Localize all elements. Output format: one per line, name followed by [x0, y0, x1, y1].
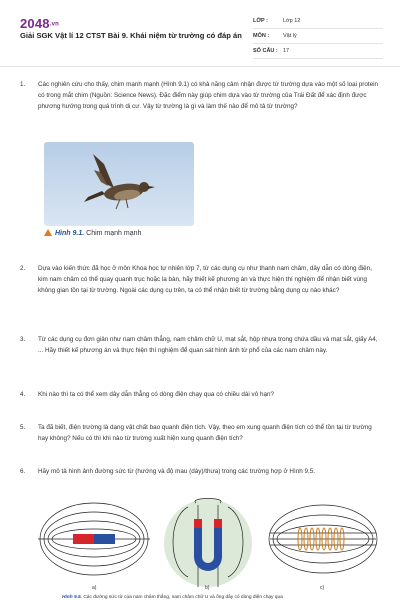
figure-magnetic-field-lines — [38, 497, 378, 600]
bird-photo — [44, 142, 194, 226]
question-text: Dựa vào kiến thức đã học ở môn Khoa học tự nhiên lớp 7, từ các dụng cụ như thanh nam châm, dây dẫn có dòng điện, kim nam châm có thể quay quanh trục hoặc la bàn, hãy thiết kế phương án và thực hiện thí nghiệm để nhận biết vùng không gian tồn tại từ trường. Ngoài các dụng cụ trên, ta có thể nhận biết từ trường bằng dụng cụ nào khác? — [38, 265, 372, 294]
divider — [253, 28, 383, 29]
u-magnet-pole — [214, 519, 222, 528]
u-magnet-pole — [194, 519, 202, 528]
document-title: Giải SGK Vật lí 12 CTST Bài 9. Khái niệm từ trường có đáp án — [20, 31, 242, 40]
question-text: Các nghiên cứu cho thấy, chim mạnh mạnh (Hình 9.1) có khả năng cảm nhận được từ trường dựa vào một số loại protein có trong mắt chim (Nguồn: Science News). Đặc điểm này giúp chim dựa vào từ trường của Trái Đất để xác định được phương hướng trong quá trình di cư. Vậy từ trường là gì và làm thế nào để mô tả từ trường? — [38, 81, 379, 110]
question-number: 1. — [20, 81, 26, 88]
divider — [253, 58, 383, 59]
figure-label: Hình 9.1. — [55, 230, 85, 237]
logo-brand: 2048 — [20, 16, 50, 31]
watermark-emblem — [164, 499, 252, 587]
site-logo[interactable] — [20, 16, 59, 31]
figure-caption — [44, 229, 141, 237]
question-item — [20, 335, 382, 357]
magnet-north — [73, 534, 94, 544]
meta-value: Lớp 12 — [283, 18, 301, 24]
figure-label: Hình 9.5. — [62, 595, 82, 600]
meta-value: 17 — [283, 48, 290, 54]
meta-row-count — [253, 45, 383, 59]
meta-row-subject — [253, 30, 383, 44]
question-number: 4. — [20, 391, 26, 398]
logo-suffix: .vn — [49, 21, 60, 28]
question-item — [20, 264, 382, 296]
question-item — [20, 390, 382, 401]
figure-caption — [62, 595, 283, 600]
figure-caption-text: Các đường sức từ của nam châm thẳng, nam châm chữ U và ống dây có dòng điện chạy qua — [83, 595, 283, 600]
meta-key: MÔN : — [253, 33, 270, 39]
question-item — [20, 467, 382, 478]
field-lines-illustration — [38, 497, 378, 595]
question-text: Từ các dụng cụ đơn giản như nam châm thẳng, nam châm chữ U, mạt sắt, hộp nhựa trong chứa dầu và mạt sắt, giấy A4, ... Hãy thiết kế phương án và thực hiện thí nghiệm để quan sát hình ảnh từ phổ của các nam châm này. — [38, 336, 378, 354]
question-item — [20, 80, 382, 112]
subfigure-label: c) — [320, 585, 325, 591]
subfigure-label: a) — [92, 585, 97, 591]
question-number: 6. — [20, 468, 26, 475]
question-number: 5. — [20, 424, 26, 431]
divider — [253, 43, 383, 44]
caption-marker-icon — [44, 229, 52, 236]
question-text: Khi nào thì ta có thể xem dây dẫn thẳng có dòng điện chạy qua có chiều dài vô hạn? — [38, 391, 274, 398]
question-item — [20, 423, 382, 445]
question-number: 3. — [20, 336, 26, 343]
meta-value: Vật lý — [283, 33, 297, 39]
question-number: 2. — [20, 265, 26, 272]
header — [0, 0, 400, 67]
meta-key: LỚP : — [253, 18, 268, 24]
meta-row-class — [253, 15, 383, 29]
subfigure-label: b) — [205, 585, 210, 591]
figure-caption-text: Chim mạnh mạnh — [86, 230, 142, 237]
bird-illustration — [44, 142, 194, 226]
meta-key: SỐ CÂU : — [253, 48, 278, 54]
question-text: Ta đã biết, điện trường là dạng vật chất bao quanh điện tích. Vậy, theo em xung quanh điện tích có thể tồn tại từ trường hay không? Nếu có thì khi nào từ trường xuất hiện xung quanh điện tích? — [38, 424, 372, 442]
figure-bird — [44, 142, 194, 245]
magnet-south — [94, 534, 115, 544]
question-text: Hãy mô tả hình ảnh đường sức từ (hướng và độ mau (dày)/thưa) trong các trường hợp ở Hình 9.5. — [38, 468, 315, 475]
